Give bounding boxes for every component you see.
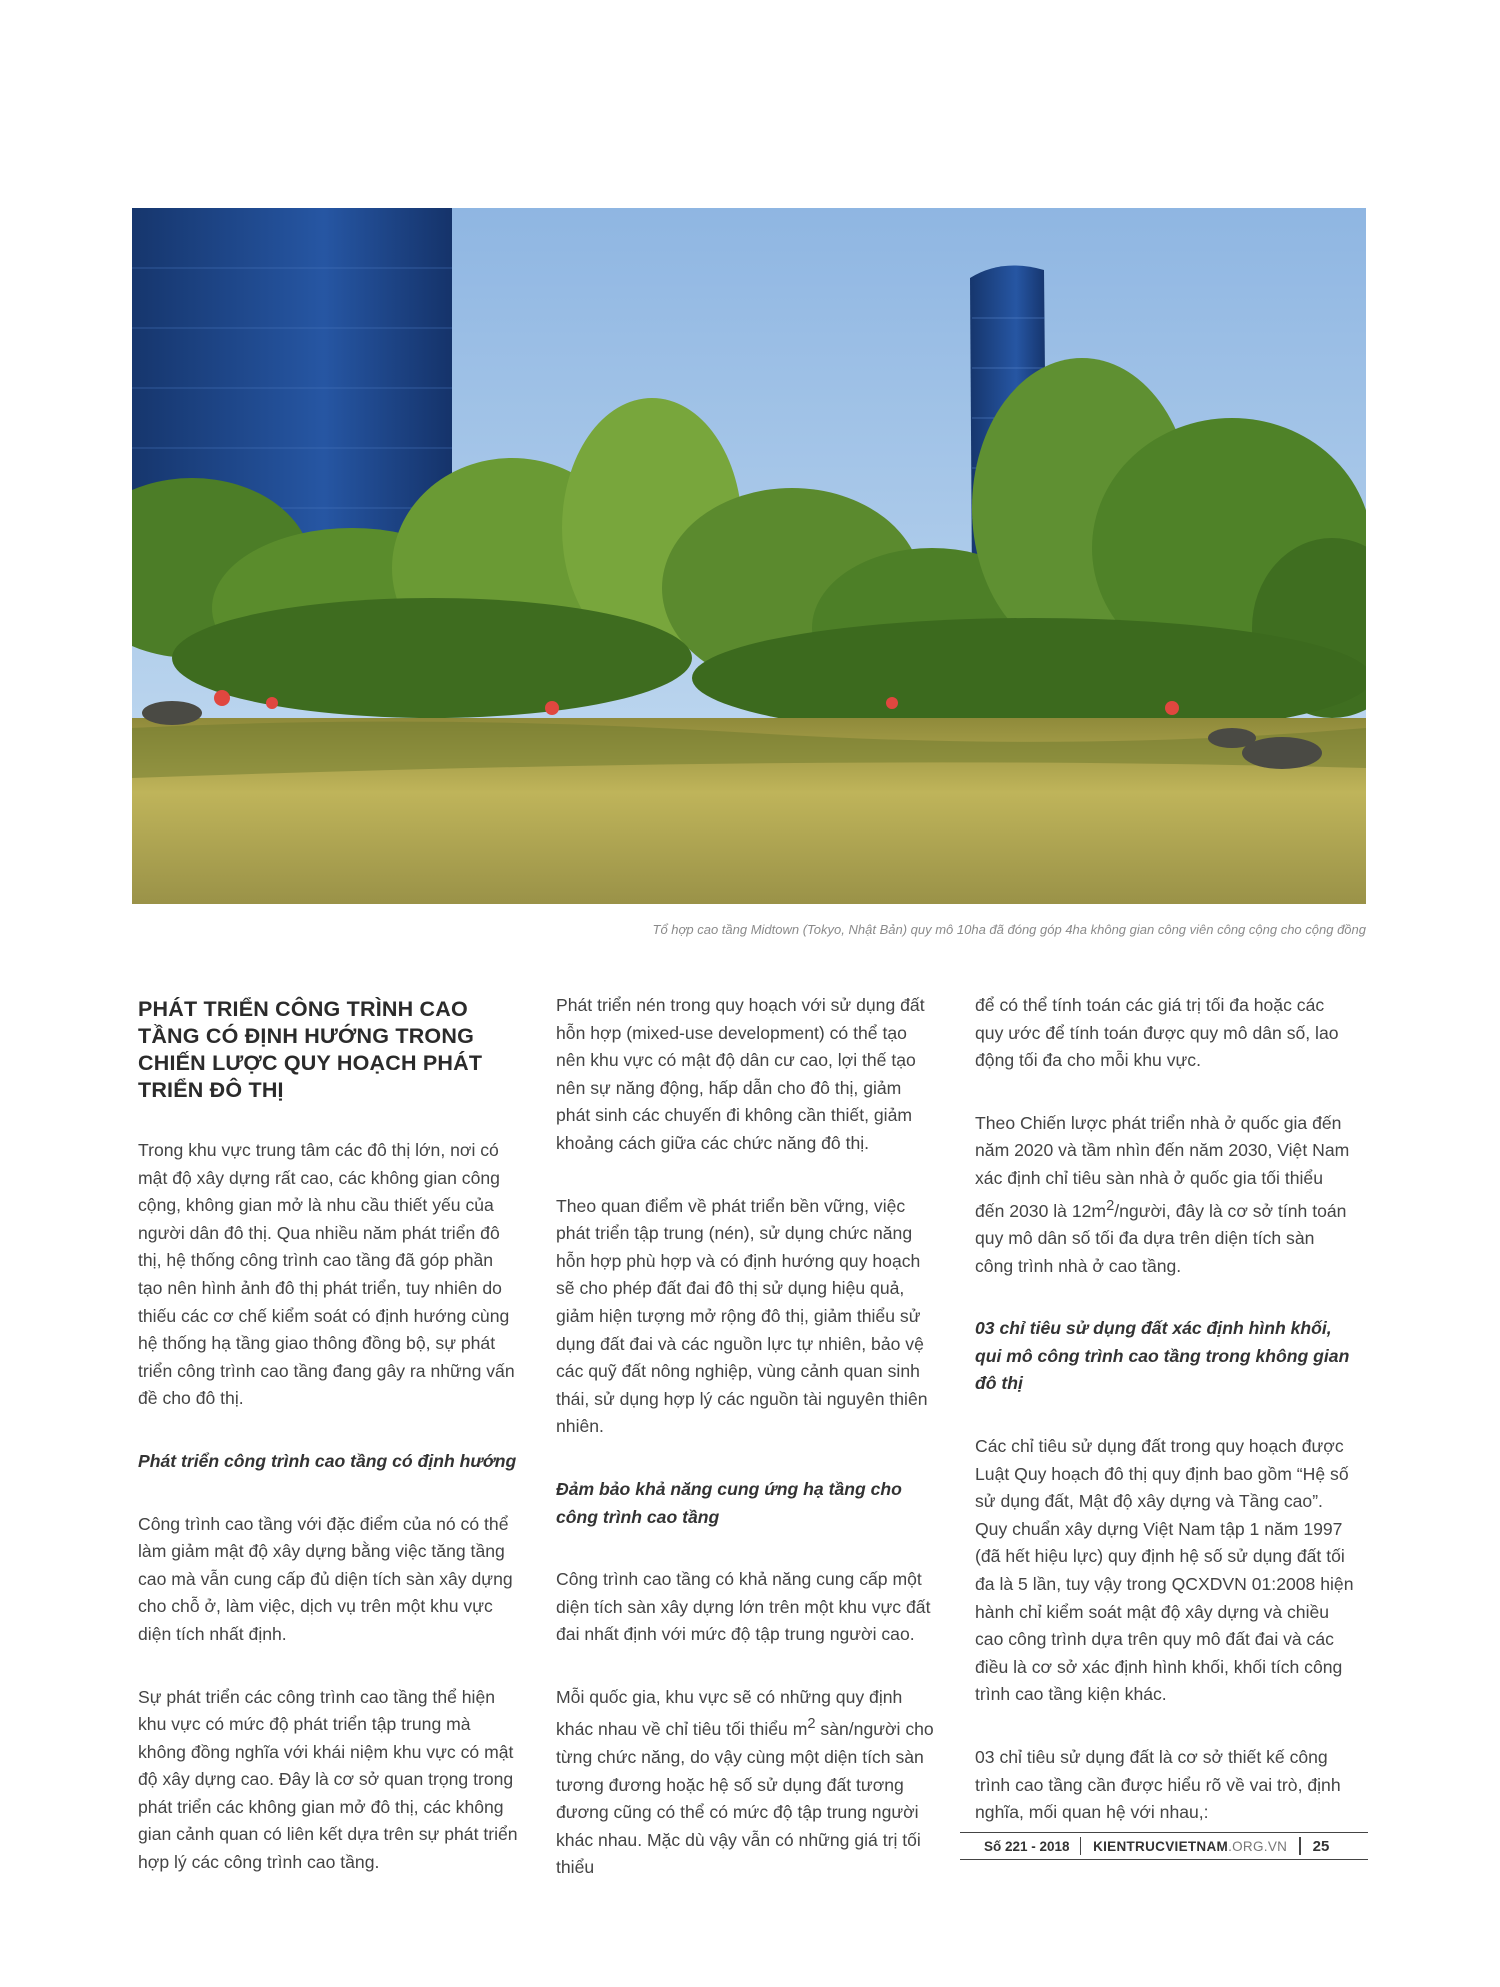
paragraph (975, 1110, 1355, 1280)
paragraph: Phát triển nén trong quy hoạch với sử dụng đất hỗn hợp (mixed-use development) có thể tạo nên khu vực có mật độ dân cư cao, lợi thế tạo nên sự năng động, hấp dẫn cho đô thị, giảm phát sinh các chuyến đi không cần thiết, giảm khoảng cách giữa các chức năng đô thị. (556, 995, 925, 1153)
paragraph: Công trình cao tầng với đặc điểm của nó có thể làm giảm mật độ xây dựng bằng việc tăng tầng cao mà vẫn cung cấp đủ diện tích sàn xây dựng cho chỗ ở, làm việc, dịch vụ trên một khu vực diện tích nhất định. (138, 1513, 513, 1644)
site-name (1081, 1839, 1299, 1854)
subheading: 03 chỉ tiêu sử dụng đất xác định hình khối, qui mô công trình cao tầng trong không gian đô thị (975, 1318, 1350, 1394)
paragraph: Trong khu vực trung tâm các đô thị lớn, nơi có mật độ xây dựng rất cao, các không gian công cộng, không gian mở là nhu cầu thiết yếu của người dân đô thị. Qua nhiều năm phát triển đô thị, hệ thống công trình cao tầng đã góp phần tạo nên hình ảnh đô thị phát triển, tuy nhiên do thiếu các cơ chế kiểm soát có định hướng cùng hệ thống hạ tầng giao thông đồng bộ, sự phát triển công trình cao tầng đang gây ra những vấn đề cho đô thị. (138, 1140, 515, 1409)
photo-caption: Tổ hợp cao tầng Midtown (Tokyo, Nhật Bản) quy mô 10ha đã đóng góp 4ha không gian công viên công cộng cho cộng đồng (652, 922, 1366, 937)
superscript: 2 (1106, 1197, 1115, 1214)
paragraph: Công trình cao tầng có khả năng cung cấp một diện tích sàn xây dựng lớn trên một khu vực đất đai nhất định với mức độ tập trung người cao. (556, 1569, 931, 1645)
paragraph: Sự phát triển các công trình cao tầng thể hiện khu vực có mức độ phát triển tập trung mà không đồng nghĩa với khái niệm khu vực có mật độ xây dựng cao. Đây là cơ sở quan trọng trong phát triển các không gian mở đô thị, các không gian cảnh quan có liên kết dựa trên sự phát triển hợp lý các công trình cao tầng. (138, 1686, 518, 1873)
text-run: sàn/người cho từng chức năng, do vậy cùng một diện tích sàn tương đương hoặc hệ số sử dụng đất tương đương cũng có thể có mức độ tập trung người khác nhau. Mặc dù vậy vẫn có những giá trị tối thiểu (556, 1719, 934, 1878)
paragraph: Các chỉ tiêu sử dụng đất trong quy hoạch được Luật Quy hoạch đô thị quy định bao gồm “Hệ số sử dụng đất, Mật độ xây dựng và Tầng cao”. Quy chuẩn xây dựng Việt Nam tập 1 năm 1997 (đã hết hiệu lực) quy định hệ số sử dụng đất tối đa là 5 lần, tuy vậy trong QCXDVN 01:2008 hiện hành chỉ kiểm soát mật độ xây dựng và chiều cao công trình dựa trên quy mô đất đai và các điều là cơ sở xác định hình khối, khối tích công trình cao tầng kiện khác. (975, 1435, 1354, 1705)
superscript: 2 (807, 1716, 816, 1733)
midtown-park-photo (132, 208, 1366, 904)
column-3 (975, 992, 1355, 1862)
column-2 (556, 992, 936, 1917)
subheading: Phát triển công trình cao tầng có định hướng (138, 1450, 517, 1471)
issue-number: Số 221 - 2018 (984, 1838, 1070, 1854)
site-name-bold: KIENTRUCVIETNAM (1093, 1838, 1229, 1854)
section-heading: PHÁT TRIỂN CÔNG TRÌNH CAO TẦNG CÓ ĐỊNH HƯỚNG TRONG CHIẾN LƯỢC QUY HOẠCH PHÁT TRIỂN ĐÔ THỊ (138, 997, 483, 1102)
site-name-domain: .ORG.VN (1228, 1838, 1288, 1854)
page-number: 25 (1312, 1837, 1330, 1855)
paragraph: Theo quan điểm về phát triển bền vững, việc phát triển tập trung (nén), sử dụng chức năng hỗn hợp phù hợp và có định hướng quy hoạch sẽ cho phép đất đai đô thị sử dụng hiệu quả, giảm hiện tượng mở rộng đô thị, giảm thiểu sử dụng đất đai và các nguồn lực tự nhiên, bảo vệ các quỹ đất nông nghiệp, vùng cảnh quan sinh thái, sử dụng hợp lý các nguồn tài nguyên thiên nhiên. (556, 1195, 928, 1437)
paragraph (556, 1684, 936, 1882)
column-1 (138, 992, 518, 1912)
photo-illustration (132, 208, 1366, 904)
subheading: Đảm bảo khả năng cung ứng hạ tầng cho công trình cao tầng (556, 1478, 902, 1527)
text-run: Theo Chiến lược phát triển nhà ở quốc gia đến năm 2020 và tầm nhìn đến năm 2030, Việt Nam xác định chỉ tiêu sàn nhà ở quốc gia tối thiểu đến 2030 là 12m (975, 1112, 1350, 1221)
page-footer (960, 1832, 1368, 1860)
text-run: /người, đây là cơ sở tính toán quy mô dân số tối đa dựa trên diện tích sàn công trình nhà ở cao tầng. (975, 1200, 1347, 1276)
text-run: Mỗi quốc gia, khu vực sẽ có những quy định khác nhau về chỉ tiêu tối thiểu m (556, 1686, 903, 1740)
paragraph: để có thể tính toán các giá trị tối đa hoặc các quy ước để tính toán được quy mô dân số, lao động tối đa cho mỗi khu vực. (975, 995, 1339, 1071)
paragraph: 03 chỉ tiêu sử dụng đất là cơ sở thiết kế công trình cao tầng cần được hiểu rõ về vai trò, định nghĩa, mối quan hệ với nhau,: (975, 1746, 1341, 1823)
